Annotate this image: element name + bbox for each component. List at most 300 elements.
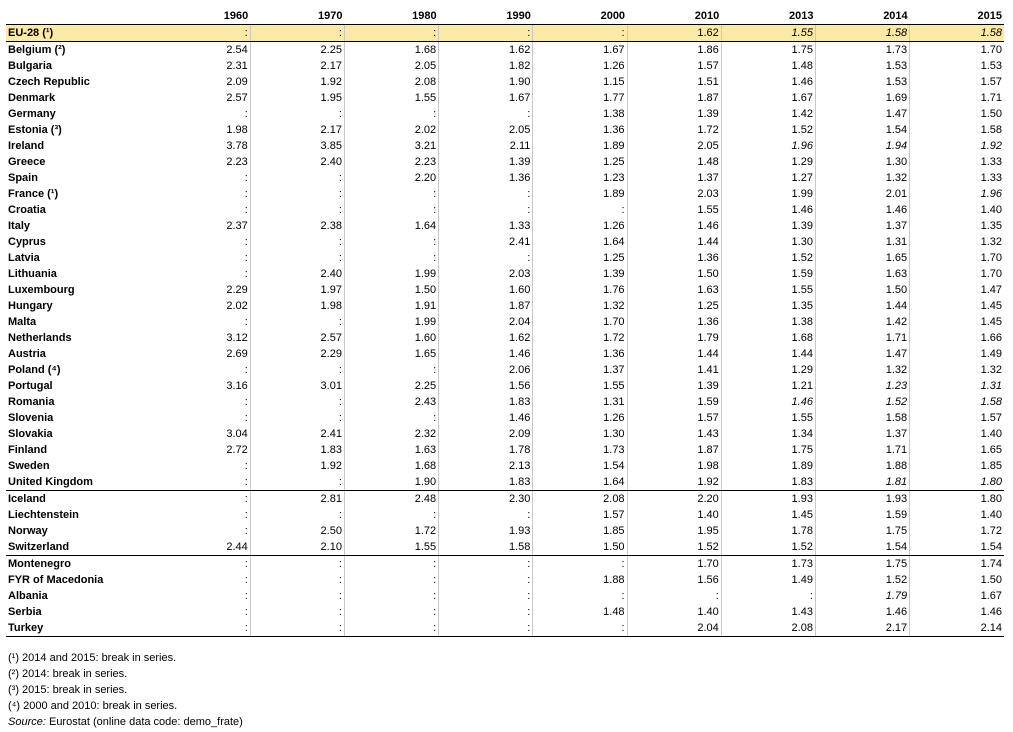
table-cell: : bbox=[156, 620, 250, 637]
table-cell: 3.78 bbox=[156, 138, 250, 154]
table-cell: 1.47 bbox=[815, 346, 909, 362]
table-cell: 2.08 bbox=[721, 620, 815, 637]
table-cell: : bbox=[250, 604, 344, 620]
table-cell: 1.57 bbox=[627, 58, 721, 74]
table-cell: : bbox=[156, 314, 250, 330]
header-year-2013: 2013 bbox=[721, 8, 815, 25]
table-cell: 1.55 bbox=[344, 539, 438, 556]
table-cell: 1.88 bbox=[815, 458, 909, 474]
table-cell: 1.50 bbox=[344, 282, 438, 298]
table-cell: 1.37 bbox=[533, 362, 627, 378]
table-cell: 1.60 bbox=[439, 282, 533, 298]
table-cell: 1.67 bbox=[533, 42, 627, 59]
table-cell: : bbox=[156, 588, 250, 604]
table-cell: 1.71 bbox=[815, 442, 909, 458]
table-cell: 1.52 bbox=[815, 572, 909, 588]
table-row bbox=[6, 314, 1004, 330]
table-cell: 1.72 bbox=[533, 330, 627, 346]
table-cell: 2.09 bbox=[156, 74, 250, 90]
table-cell: 1.58 bbox=[815, 410, 909, 426]
table-cell: 1.32 bbox=[815, 362, 909, 378]
table-cell: 1.77 bbox=[533, 90, 627, 106]
row-label: Slovakia bbox=[8, 427, 53, 440]
table-cell: 1.50 bbox=[815, 282, 909, 298]
table-cell: : bbox=[156, 491, 250, 508]
header-year-1980: 1980 bbox=[344, 8, 438, 25]
table-cell: 2.50 bbox=[250, 523, 344, 539]
table-cell: 1.73 bbox=[533, 442, 627, 458]
row-label: Netherlands bbox=[8, 331, 72, 344]
table-cell: 3.04 bbox=[156, 426, 250, 442]
table-row bbox=[6, 410, 1004, 426]
table-cell: : bbox=[250, 25, 344, 42]
table-cell: 2.41 bbox=[250, 426, 344, 442]
header-year-2014: 2014 bbox=[815, 8, 909, 25]
table-cell: : bbox=[344, 362, 438, 378]
table-cell: 2.02 bbox=[344, 122, 438, 138]
table-cell: 1.32 bbox=[980, 363, 1002, 376]
table-cell: 1.83 bbox=[439, 394, 533, 410]
table-cell: 1.89 bbox=[721, 458, 815, 474]
table-cell: : bbox=[250, 620, 344, 637]
table-cell: 2.30 bbox=[439, 491, 533, 508]
table-cell: 1.52 bbox=[721, 250, 815, 266]
row-label: Montenegro bbox=[8, 557, 71, 570]
table-cell: 1.52 bbox=[815, 394, 909, 410]
table-cell: 1.72 bbox=[980, 524, 1002, 537]
table-cell: : bbox=[156, 202, 250, 218]
table-cell: 1.72 bbox=[344, 523, 438, 539]
table-cell: 1.90 bbox=[439, 74, 533, 90]
table-cell: 2.20 bbox=[344, 170, 438, 186]
table-cell: 1.50 bbox=[627, 266, 721, 282]
table-cell: 1.50 bbox=[980, 107, 1002, 120]
table-cell: 1.62 bbox=[439, 330, 533, 346]
table-cell: 2.40 bbox=[250, 266, 344, 282]
table-cell: 1.40 bbox=[627, 604, 721, 620]
table-cell: 1.54 bbox=[815, 539, 909, 556]
table-cell: : bbox=[721, 588, 815, 604]
table-cell: 1.31 bbox=[533, 394, 627, 410]
row-label: Belgium (²) bbox=[8, 43, 66, 56]
table-cell: 1.57 bbox=[627, 410, 721, 426]
table-cell: 1.31 bbox=[980, 379, 1002, 392]
table-cell: : bbox=[533, 620, 627, 637]
table-cell: : bbox=[156, 604, 250, 620]
table-cell: 1.53 bbox=[980, 59, 1002, 72]
table-cell: : bbox=[250, 314, 344, 330]
table-cell: 1.73 bbox=[721, 556, 815, 573]
table-cell: : bbox=[439, 604, 533, 620]
table-cell: : bbox=[156, 458, 250, 474]
row-label: Liechtenstein bbox=[8, 508, 79, 521]
table-row bbox=[6, 539, 1004, 556]
table-cell: 2.57 bbox=[250, 330, 344, 346]
table-cell: 1.75 bbox=[721, 42, 815, 59]
table-cell: 1.30 bbox=[815, 154, 909, 170]
table-cell: 1.62 bbox=[439, 42, 533, 59]
table-cell: 1.92 bbox=[250, 74, 344, 90]
table-cell: 3.12 bbox=[156, 330, 250, 346]
table-cell: 1.56 bbox=[627, 572, 721, 588]
row-label: Romania bbox=[8, 395, 55, 408]
table-row bbox=[6, 58, 1004, 74]
table-cell: : bbox=[439, 556, 533, 573]
table-cell: 1.71 bbox=[815, 330, 909, 346]
table-cell: 1.57 bbox=[980, 75, 1002, 88]
table-cell: 1.93 bbox=[815, 491, 909, 508]
table-cell: 1.65 bbox=[344, 346, 438, 362]
table-cell: : bbox=[439, 588, 533, 604]
table-cell: 2.72 bbox=[156, 442, 250, 458]
footnotes bbox=[8, 650, 243, 730]
row-label: Denmark bbox=[8, 91, 56, 104]
table-cell: 1.45 bbox=[980, 299, 1002, 312]
row-label: Germany bbox=[8, 107, 56, 120]
table-cell: 1.86 bbox=[627, 42, 721, 59]
table-cell: 2.23 bbox=[344, 154, 438, 170]
table-cell: 1.47 bbox=[815, 106, 909, 122]
row-label: Sweden bbox=[8, 459, 50, 472]
table-cell: : bbox=[439, 186, 533, 202]
table-cell: 1.98 bbox=[156, 122, 250, 138]
table-cell: 1.63 bbox=[627, 282, 721, 298]
table-row bbox=[6, 523, 1004, 539]
table-cell: : bbox=[344, 186, 438, 202]
table-cell: : bbox=[156, 25, 250, 42]
header-country bbox=[6, 8, 156, 25]
table-cell: 1.58 bbox=[815, 25, 909, 42]
footnote-4: (⁴) 2000 and 2010: break in series. bbox=[8, 700, 178, 712]
table-cell: 2.31 bbox=[156, 58, 250, 74]
table-cell: 1.23 bbox=[533, 170, 627, 186]
row-label: Italy bbox=[8, 219, 31, 232]
table-row bbox=[6, 362, 1004, 378]
table-cell: 1.54 bbox=[815, 122, 909, 138]
table-cell: : bbox=[250, 410, 344, 426]
header-year-1960: 1960 bbox=[156, 8, 250, 25]
table-row bbox=[6, 378, 1004, 394]
header-year-2010: 2010 bbox=[627, 8, 721, 25]
row-label: Iceland bbox=[8, 492, 46, 505]
table-cell: 1.39 bbox=[721, 218, 815, 234]
row-label: Slovenia bbox=[8, 411, 54, 424]
source-label: Source: bbox=[8, 716, 46, 728]
table-cell: 2.02 bbox=[156, 298, 250, 314]
table-cell: 1.44 bbox=[627, 346, 721, 362]
table-cell: 1.69 bbox=[815, 90, 909, 106]
table-cell: 1.90 bbox=[344, 474, 438, 491]
table-cell: 1.46 bbox=[721, 394, 815, 410]
table-cell: : bbox=[439, 202, 533, 218]
table-cell: 3.16 bbox=[156, 378, 250, 394]
table-cell: 1.52 bbox=[721, 539, 815, 556]
table-row bbox=[6, 122, 1004, 138]
table-cell: 1.68 bbox=[344, 458, 438, 474]
table-cell: 1.35 bbox=[980, 219, 1002, 232]
table-cell: : bbox=[344, 234, 438, 250]
table-cell: 1.98 bbox=[627, 458, 721, 474]
table-cell: 1.48 bbox=[627, 154, 721, 170]
table-row bbox=[6, 250, 1004, 266]
fertility-table bbox=[6, 8, 1004, 637]
row-label: Albania bbox=[8, 589, 48, 602]
table-cell: 1.49 bbox=[980, 347, 1002, 360]
row-label: Switzerland bbox=[6, 539, 156, 556]
table-cell: 1.70 bbox=[533, 314, 627, 330]
table-cell: : bbox=[627, 588, 721, 604]
table-cell: 2.01 bbox=[815, 186, 909, 202]
table-cell: 1.36 bbox=[533, 122, 627, 138]
table-row bbox=[6, 394, 1004, 410]
row-label: Turkey bbox=[6, 620, 156, 637]
table-row bbox=[6, 507, 1004, 523]
table-cell: : bbox=[344, 202, 438, 218]
table-cell: 1.23 bbox=[815, 378, 909, 394]
table-cell: 1.92 bbox=[627, 474, 721, 491]
table-cell: 2.05 bbox=[627, 138, 721, 154]
table-cell: 3.21 bbox=[344, 138, 438, 154]
table-cell: 1.25 bbox=[533, 154, 627, 170]
table-cell: : bbox=[250, 394, 344, 410]
table-cell: : bbox=[156, 556, 250, 573]
table-cell: 1.36 bbox=[533, 346, 627, 362]
table-cell: : bbox=[439, 25, 533, 42]
table-cell: 1.55 bbox=[533, 378, 627, 394]
table-cell: 1.81 bbox=[815, 474, 909, 491]
table-cell: 1.29 bbox=[721, 154, 815, 170]
row-label: Cyprus bbox=[8, 235, 46, 248]
table-cell: : bbox=[156, 170, 250, 186]
source-line bbox=[8, 714, 243, 730]
table-cell: 2.11 bbox=[439, 138, 533, 154]
table-cell: : bbox=[250, 588, 344, 604]
table-row bbox=[6, 266, 1004, 282]
table-cell: : bbox=[156, 394, 250, 410]
table-cell: 1.75 bbox=[815, 556, 909, 573]
table-cell: : bbox=[439, 620, 533, 637]
table-cell: 1.46 bbox=[627, 218, 721, 234]
table-cell: 1.60 bbox=[344, 330, 438, 346]
table-cell: 3.01 bbox=[250, 378, 344, 394]
row-label: Malta bbox=[8, 315, 37, 328]
table-cell: 1.42 bbox=[815, 314, 909, 330]
table-cell: 1.82 bbox=[439, 58, 533, 74]
table-cell: 1.92 bbox=[980, 139, 1002, 152]
table-cell: : bbox=[156, 410, 250, 426]
table-cell: : bbox=[250, 250, 344, 266]
table-cell: 1.39 bbox=[533, 266, 627, 282]
table-cell: 1.58 bbox=[439, 539, 533, 556]
table-cell: 1.68 bbox=[344, 42, 438, 59]
header-row bbox=[6, 8, 1004, 25]
table-cell: 1.25 bbox=[627, 298, 721, 314]
row-label: United Kingdom bbox=[6, 474, 156, 491]
table-cell: 2.25 bbox=[344, 378, 438, 394]
table-cell: 1.58 bbox=[980, 395, 1002, 408]
table-row bbox=[6, 474, 1004, 491]
table-cell: : bbox=[344, 250, 438, 266]
table-cell: : bbox=[439, 572, 533, 588]
row-label: EU-28 (¹) bbox=[6, 25, 156, 42]
table-cell: 1.73 bbox=[815, 42, 909, 59]
table-row bbox=[6, 346, 1004, 362]
table-row bbox=[6, 588, 1004, 604]
table-cell: 2.54 bbox=[156, 42, 250, 59]
table-cell: 1.67 bbox=[721, 90, 815, 106]
table-cell: 1.64 bbox=[533, 234, 627, 250]
table-cell: 1.38 bbox=[533, 106, 627, 122]
table-cell: 1.65 bbox=[815, 250, 909, 266]
table-cell: : bbox=[344, 556, 438, 573]
table-cell: 1.57 bbox=[533, 507, 627, 523]
table-cell: 1.42 bbox=[721, 106, 815, 122]
table-cell: 1.83 bbox=[250, 442, 344, 458]
row-label: Portugal bbox=[8, 379, 53, 392]
footnote-2: (²) 2014: break in series. bbox=[8, 668, 128, 680]
table-cell: 1.29 bbox=[721, 362, 815, 378]
row-label: Estonia (³) bbox=[8, 123, 62, 136]
table-cell: 1.40 bbox=[980, 508, 1002, 521]
table-row bbox=[6, 170, 1004, 186]
table-cell: 1.85 bbox=[980, 459, 1002, 472]
table-cell: 1.50 bbox=[533, 539, 627, 556]
table-cell: 1.70 bbox=[980, 251, 1002, 264]
table-cell: 1.70 bbox=[980, 43, 1002, 56]
table-cell: 1.56 bbox=[439, 378, 533, 394]
header-year-2015: 2015 bbox=[910, 8, 1004, 25]
table-cell: 1.55 bbox=[627, 202, 721, 218]
table-cell: 2.17 bbox=[815, 620, 909, 637]
table-cell: 1.36 bbox=[627, 250, 721, 266]
table-cell: 1.36 bbox=[439, 170, 533, 186]
table-row bbox=[6, 234, 1004, 250]
table-cell: : bbox=[344, 604, 438, 620]
table-cell: 1.37 bbox=[627, 170, 721, 186]
table-cell: 1.49 bbox=[721, 572, 815, 588]
fertility-table-container bbox=[6, 8, 1004, 637]
table-cell: 1.67 bbox=[980, 589, 1002, 602]
table-cell: 2.43 bbox=[344, 394, 438, 410]
table-cell: : bbox=[250, 362, 344, 378]
table-cell: 1.54 bbox=[910, 539, 1004, 556]
table-cell: 1.26 bbox=[533, 58, 627, 74]
table-cell: 1.46 bbox=[815, 604, 909, 620]
table-cell: 1.37 bbox=[815, 426, 909, 442]
table-cell: 1.46 bbox=[439, 346, 533, 362]
table-cell: 2.41 bbox=[439, 234, 533, 250]
table-cell: 1.93 bbox=[439, 523, 533, 539]
row-label: FYR of Macedonia bbox=[8, 573, 104, 586]
table-cell: 1.15 bbox=[533, 74, 627, 90]
table-cell: : bbox=[156, 266, 250, 282]
table-cell: 2.06 bbox=[439, 362, 533, 378]
row-label: Lithuania bbox=[8, 267, 57, 280]
table-cell: 1.88 bbox=[533, 572, 627, 588]
table-cell: : bbox=[344, 620, 438, 637]
table-cell: 1.35 bbox=[721, 298, 815, 314]
table-cell: : bbox=[156, 572, 250, 588]
table-cell: 1.33 bbox=[980, 155, 1002, 168]
table-cell: 2.32 bbox=[344, 426, 438, 442]
table-cell: 2.81 bbox=[250, 491, 344, 508]
table-row bbox=[6, 556, 1004, 573]
table-cell: 1.96 bbox=[721, 138, 815, 154]
table-cell: 2.04 bbox=[627, 620, 721, 637]
table-cell: 1.52 bbox=[721, 122, 815, 138]
table-cell: : bbox=[344, 588, 438, 604]
table-cell: 2.37 bbox=[156, 218, 250, 234]
row-label: Finland bbox=[8, 443, 48, 456]
row-label: Greece bbox=[8, 155, 46, 168]
row-label: Czech Republic bbox=[8, 75, 90, 88]
table-cell: 1.33 bbox=[980, 171, 1002, 184]
table-cell: 2.04 bbox=[439, 314, 533, 330]
table-cell: 1.89 bbox=[533, 138, 627, 154]
table-cell: 1.52 bbox=[627, 539, 721, 556]
table-row bbox=[6, 458, 1004, 474]
row-label: Hungary bbox=[8, 299, 53, 312]
footnote-3: (³) 2015: break in series. bbox=[8, 684, 128, 696]
table-row bbox=[6, 218, 1004, 234]
table-row bbox=[6, 604, 1004, 620]
table-cell: 1.87 bbox=[627, 442, 721, 458]
table-cell: : bbox=[250, 556, 344, 573]
table-cell: 1.58 bbox=[910, 25, 1004, 42]
table-cell: 1.51 bbox=[627, 74, 721, 90]
table-cell: : bbox=[250, 474, 344, 491]
table-cell: 2.08 bbox=[344, 74, 438, 90]
table-row bbox=[6, 330, 1004, 346]
row-label: Spain bbox=[8, 171, 38, 184]
table-cell: 1.59 bbox=[627, 394, 721, 410]
table-row bbox=[6, 74, 1004, 90]
table-cell: 1.48 bbox=[721, 58, 815, 74]
table-row bbox=[6, 106, 1004, 122]
table-cell: 1.95 bbox=[627, 523, 721, 539]
table-cell: 1.44 bbox=[721, 346, 815, 362]
table-cell: 2.48 bbox=[344, 491, 438, 508]
table-cell: 1.46 bbox=[721, 202, 815, 218]
table-cell: 1.75 bbox=[815, 523, 909, 539]
table-cell: 1.40 bbox=[980, 203, 1002, 216]
table-cell: 2.44 bbox=[156, 539, 250, 556]
table-cell: 1.98 bbox=[250, 298, 344, 314]
table-cell: 2.14 bbox=[910, 620, 1004, 637]
table-cell: : bbox=[344, 572, 438, 588]
table-cell: 3.85 bbox=[250, 138, 344, 154]
table-cell: : bbox=[533, 25, 627, 42]
table-cell: 1.32 bbox=[980, 235, 1002, 248]
header-year-2000: 2000 bbox=[533, 8, 627, 25]
table-cell: 1.85 bbox=[533, 523, 627, 539]
table-cell: 1.99 bbox=[344, 314, 438, 330]
table-cell: 2.69 bbox=[156, 346, 250, 362]
table-cell: 1.25 bbox=[533, 250, 627, 266]
table-cell: : bbox=[156, 186, 250, 202]
table-cell: 1.21 bbox=[721, 378, 815, 394]
table-cell: 1.79 bbox=[627, 330, 721, 346]
table-cell: 1.65 bbox=[980, 443, 1002, 456]
table-cell: 1.83 bbox=[721, 474, 815, 491]
table-cell: 1.66 bbox=[980, 331, 1002, 344]
table-cell: 1.95 bbox=[250, 90, 344, 106]
table-cell: : bbox=[156, 523, 250, 539]
table-cell: : bbox=[344, 507, 438, 523]
table-cell: 1.78 bbox=[439, 442, 533, 458]
table-cell: 1.39 bbox=[627, 378, 721, 394]
table-cell: 2.20 bbox=[627, 491, 721, 508]
